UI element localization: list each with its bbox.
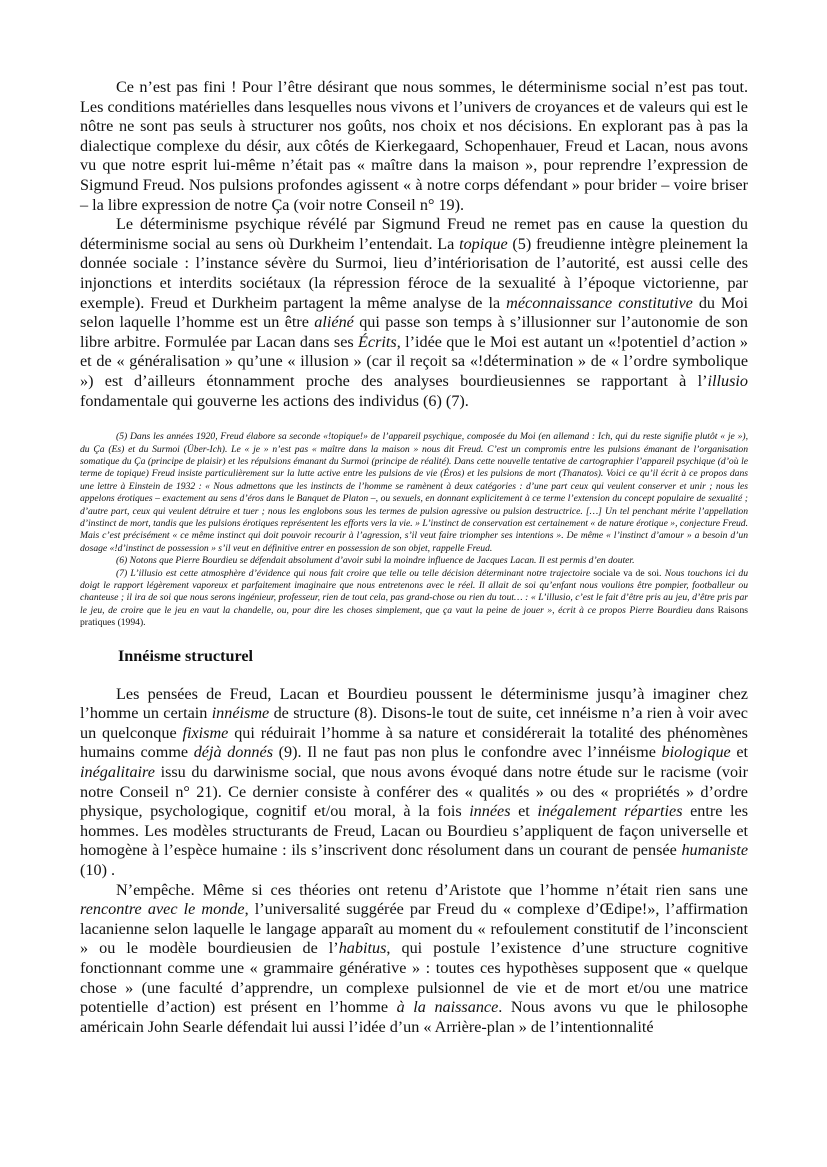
text-run: (7) L’illusio est cette atmosphère d’évidence qui nous fait croire que telle ou telle décision déterminant notre trajectoire bbox=[116, 567, 594, 579]
italic-text: à la naissance bbox=[396, 998, 499, 1017]
footnote-5 bbox=[80, 431, 748, 555]
paragraph bbox=[80, 78, 748, 215]
text-run: Nous touchons ici du doigt le rapport légèrement vaporeux et parfaitement imaginaire que nous entretenons avec le réel. Il allait de soi qu’enfant nous voulions être pompier, footballeur ou chanteuse ; il ira de soi que nous serons ingénieur, professeur, rien de tout cela, pas grand-chose ou rien du tout… : « L’illusio, c’est le fait d’être pris au jeu, d’être pris par le jeu, de croire que le jeu en vaut la chandelle, ou, pour dire les choses simplement, que ça vaut la peine de jouer », écrit à ce propos Pierre Bourdieu dans bbox=[80, 567, 748, 616]
document-page bbox=[80, 78, 748, 1037]
text-run: Les pensées de Freud, Lacan et Bourdieu poussent le déterminisme jusqu’à imaginer chez l’homme un certain bbox=[80, 684, 748, 723]
italic-text: habitus bbox=[338, 939, 387, 958]
italic-text: aliéné bbox=[314, 313, 354, 332]
italic-text: topique bbox=[459, 234, 508, 253]
italic-text: biologique bbox=[661, 743, 731, 762]
body-text-bottom bbox=[80, 685, 748, 1038]
footnotes bbox=[80, 431, 748, 630]
body-text-top bbox=[80, 78, 748, 411]
italic-text: innées bbox=[469, 802, 511, 821]
text-run: Le déterminisme psychique révélé par Sigmund Freud ne remet pas en cause la question du déterminisme social au sens où Durkheim l’entendait. La bbox=[80, 215, 748, 253]
text-run: du Moi selon laquelle l’homme est un être bbox=[80, 293, 748, 332]
paragraph bbox=[80, 215, 748, 411]
text-run: Raisons pratiques (1994). bbox=[80, 604, 748, 629]
text-run: et bbox=[730, 743, 749, 762]
paragraph bbox=[80, 685, 748, 881]
text-run: sociale va de soi. bbox=[593, 567, 662, 579]
text-run: , l’universalité suggérée par Freud du « complexe d’Œdipe!», l’affirmation lacanienne selon laquelle le langage apparaît au moment du « refoulement constitutif de l’inconscient » ou le modèle bourdieusien de l’ bbox=[80, 900, 748, 958]
text-run: qui passe son temps à s’illusionner sur l’autonomie de son libre arbitre. Formulée par Lacan dans ses bbox=[80, 313, 748, 351]
italic-text: fixisme bbox=[182, 723, 229, 742]
italic-text: méconnaissance constitutive bbox=[506, 293, 693, 312]
italic-text: illusio bbox=[707, 371, 748, 390]
text-run: issu du darwinisme social, que nous avons évoqué dans notre étude sur le racisme (voir notre Conseil n° 21). Ce dernier consiste à conférer des « qualités » ou des « propriétés » d’ordre physique, psychologique, cognitif et/ou moral, à la fois bbox=[80, 762, 748, 821]
text-run: (5) Dans les années 1920, Freud élabore sa seconde «!topique!» de l’appareil psychique, composée du Moi (en allemand : Ich, qui du reste signifie plutôt « je »), du Ça (Es) et du Surmoi (Über-Ich). Le « je » n’est pas « maître dans la maison » nous dit Freud. C’est un compromis entre les pulsions émanant de l’organisation somatique du Ça (principe de plaisir) et les répulsions émanant du Surmoi (principe de réalité). Dans cette nouvelle tentative de cartographier l’appareil psychique (d’où le terme de topique) Freud insiste particulièrement sur la lutte active entre les pulsions de vie (Éros) et les pulsions de mort (Thanatos). Voici ce qu’il écrit à ce propos dans une lettre à Einstein de 1932 : « Nous admettons que les instincts de l’homme se ramènent à deux catégories : d’une part ceux qui veulent conserver et unir ; nous les appelons érotiques – exactement au sens d’éros dans le Banquet de Platon –, ou sexuels, en donnant explicitement à ce terme l’extension du concept populaire de sexualité ; d’autre part, ceux qui veulent détruire et tuer ; nous les englobons sous les termes de pulsion agressive ou pulsion destructrice. […] Un tel penchant mérite l’appellation d’instinct de mort, tandis que les pulsions érotiques représentent les efforts vers la vie. » L’instinct de conservation est certainement « de nature érotique », conjecture Freud. Mais c’est précisément « ce même instinct qui doit pouvoir recourir à l’agression, s’il veut faire triompher ses intentions ». De même « l’instinct d’amour » a besoin d’un dosage «!d’instinct de possession » s’il veut en définitive entrer en possession de son objet, rappelle Freud. bbox=[80, 431, 748, 554]
text-run: (6) Notons que Pierre Bourdieu se défendait absolument d’avoir subi la moindre influence de Jacques Lacan. Il est permis d’en douter. bbox=[116, 555, 635, 567]
text-run: . Nous avons vu que le philosophe américain John Searle défendait lui aussi l’idée d’un « Arrière-plan » de l’intentionnalité bbox=[80, 998, 748, 1036]
text-run: qui réduirait l’homme à sa nature et considérerait la totalité des phénomènes humains comme bbox=[80, 723, 748, 762]
text-run: , qui postule l’existence d’une structure cognitive fonctionnant comme une « grammaire générative » : toutes ces hypothèses supposent que « quelque chose » (une faculté d’apprendre, un complexe pulsionnel de vie et de mort et/ou une matrice potentielle d’action) est présent en l’homme bbox=[80, 939, 748, 1017]
text-run: (10) . bbox=[80, 860, 116, 879]
section-heading: Innéisme structurel bbox=[118, 646, 254, 665]
italic-text: inégalitaire bbox=[80, 762, 155, 781]
italic-text: Écrits bbox=[358, 332, 397, 351]
text-run: Ce n’est pas fini ! Pour l’être désirant que nous sommes, le déterminisme social n’est pas tout. Les conditions matérielles dans lesquelles nous vivons et l’univers de croyances et de valeurs qui est le nôtre ne sont pas seuls à structurer nos goûts, nos choix et nos décisions. En explorant pas à pas la dialectique complexe du désir, aux côtés de Kierkegaard, Schopenhauer, Freud et Lacan, nous avons vu que notre esprit lui-même n’était pas « maître dans la maison », pour reprendre l’expression de Sigmund Freud. Nos pulsions profondes agissent « à notre corps défendant » pour brider – voire briser – la libre expression de notre Ça (voir notre Conseil n° 19). bbox=[80, 78, 748, 214]
text-run: fondamentale qui gouverne les actions des individus (6) (7). bbox=[80, 391, 469, 410]
paragraph bbox=[80, 881, 748, 1038]
italic-text: déjà donnés bbox=[193, 743, 274, 762]
footnote-6 bbox=[80, 555, 748, 567]
text-run: de structure (8). Disons-le tout de suite, cet innéisme n’a rien à voir avec un quelconque bbox=[80, 704, 748, 742]
italic-text: inégalement réparties bbox=[537, 802, 683, 821]
text-run: , l’idée que le Moi est autant un «!potentiel d’action » et de « généralisation » qu’une « illusion » (car il reçoit sa «!détermination » de « l’ordre symbolique ») est d’ailleurs étonnamment proche des analyses bourdieusiennes se rapportant à l’ bbox=[80, 332, 748, 390]
italic-text: innéisme bbox=[211, 704, 270, 723]
italic-text: humaniste bbox=[681, 841, 748, 860]
footnote-7 bbox=[80, 568, 748, 630]
text-run: (5) freudienne intègre pleinement la donnée sociale : l’instance sévère du Surmoi, lieu d’intériorisation de l’autorité, est aussi celle des injonctions et interdits sociétaux (la répression féroce de la sexualité à l’époque victorienne, par exemple). Freud et Durkheim partagent la même analyse de la bbox=[80, 234, 748, 312]
text-run: N’empêche. Même si ces théories ont retenu d’Aristote que l’homme n’était rien sans une bbox=[116, 880, 748, 899]
text-run: entre les hommes. Les modèles structurants de Freud, Lacan ou Bourdieu s’appliquent de façon universelle et homogène à l’espèce humaine : ils s’inscrivent donc résolument dans un courant de pensée bbox=[80, 802, 748, 860]
text-run: (9). Il ne faut pas non plus le confondre avec l’innéisme bbox=[273, 743, 662, 762]
italic-text: rencontre avec le monde bbox=[80, 900, 245, 919]
text-run: et bbox=[510, 802, 538, 821]
